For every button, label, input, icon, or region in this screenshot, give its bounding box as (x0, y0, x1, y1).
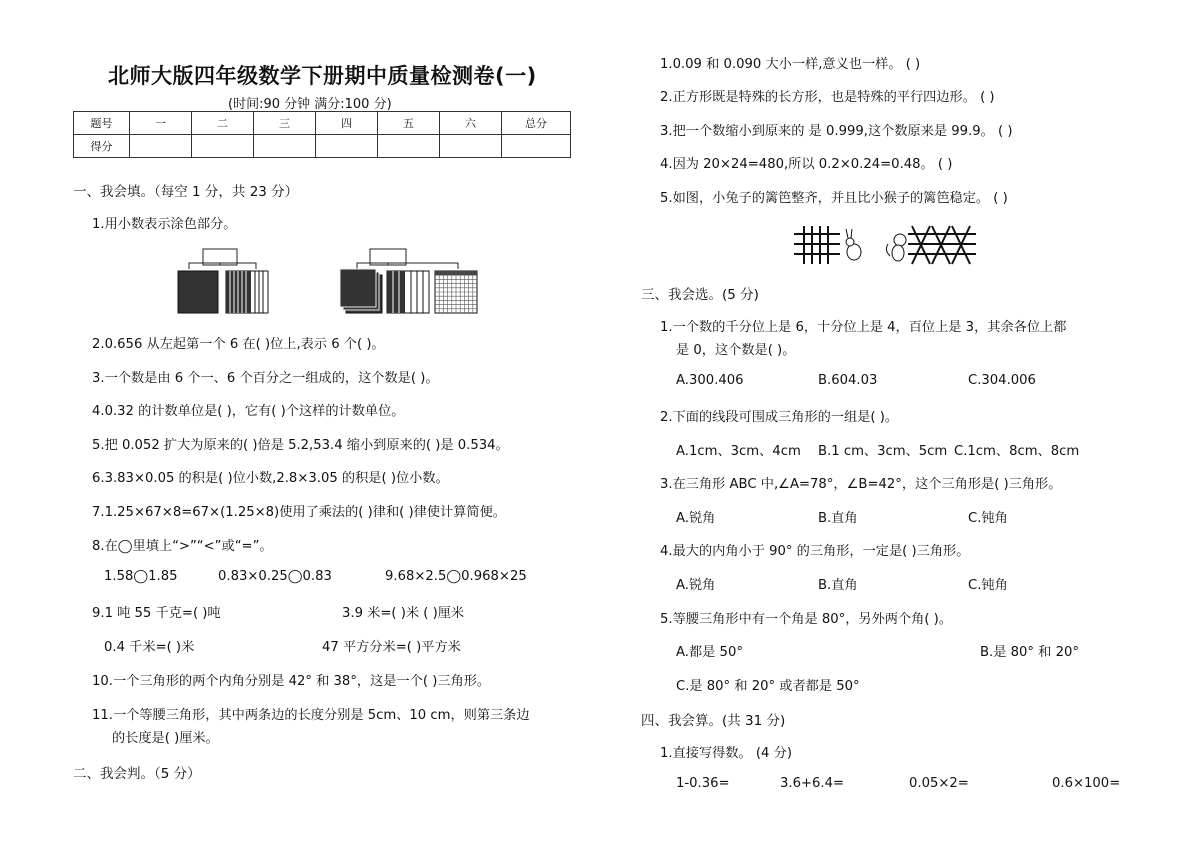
rabbit-icon (846, 229, 861, 260)
choice-3-option-c: C.钝角 (968, 511, 1008, 526)
choice-1-option-c: C.304.006 (968, 373, 1036, 388)
question-2: 2.0.656 从左起第一个 6 在( )位上,表示 6 个( )。 (92, 337, 385, 352)
tenths-square (226, 271, 268, 313)
judge-4: 4.因为 20×24=480,所以 0.2×0.24=0.48。 ( ) (660, 157, 953, 172)
monkey-fence (908, 226, 976, 264)
choice-5-option-c: C.是 80° 和 20° 或者都是 50° (676, 679, 860, 694)
question-10: 10.一个三角形的两个内角分别是 42° 和 38°，这是一个( )三角形。 (92, 674, 491, 689)
table-cell[interactable] (254, 135, 316, 158)
table-cell[interactable] (440, 135, 502, 158)
judge-5: 5.如图，小兔子的篱笆整齐，并且比小猴子的篱笆稳定。 ( ) (660, 191, 1008, 206)
calc-item: 0.6×100= (1052, 776, 1121, 791)
question-4: 4.0.32 的计数单位是( )，它有( )个这样的计数单位。 (92, 404, 405, 419)
question-8a: 1.58◯1.85 (104, 569, 178, 584)
choice-1-line1: 1.一个数的千分位上是 6，十分位上是 4，百位上是 3，其余各位上都 (660, 320, 1067, 335)
choice-2-option-a: A.1cm、3cm、4cm (676, 444, 801, 459)
choice-2-option-b: B.1 cm、3cm、5cm (818, 444, 948, 459)
choice-1-line2: 是 0，这个数是( )。 (676, 343, 796, 358)
monkey-icon (886, 234, 906, 261)
table-cell: 总分 (502, 112, 571, 135)
table-cell[interactable] (192, 135, 254, 158)
table-cell: 四 (316, 112, 378, 135)
calc-item: 1-0.36= (676, 776, 730, 791)
question-5: 5.把 0.052 扩大为原来的( )倍是 5.2,53.4 缩小到原来的( )是 0.534。 (92, 438, 509, 453)
choice-1-option-a: A.300.406 (676, 373, 744, 388)
choice-3: 3.在三角形 ABC 中,∠A=78°，∠B=42°，这个三角形是( )三角形。 (660, 477, 1062, 492)
choice-3-option-b: B.直角 (818, 511, 858, 526)
table-cell: 题号 (74, 112, 130, 135)
choice-5-option-b: B.是 80° 和 20° (980, 645, 1079, 660)
question-9d: 47 平方分米=( )平方米 (322, 640, 461, 655)
bracket-line (189, 263, 256, 269)
page-title: 北师大版四年级数学下册期中质量检测卷(一) (108, 64, 537, 88)
decimal-shading-figure (175, 245, 495, 317)
choice-5-option-a: A.都是 50° (676, 645, 743, 660)
table-cell[interactable] (316, 135, 378, 158)
question-11-line1: 11.一个等腰三角形，其中两条边的长度分别是 5cm、10 cm，则第三条边 (92, 708, 530, 723)
judge-1: 1.0.09 和 0.090 大小一样,意义也一样。 ( ) (660, 57, 921, 72)
choice-4-option-a: A.锐角 (676, 578, 716, 593)
calc-1: 1.直接写得数。 (4 分) (660, 746, 792, 761)
choice-4-option-b: B.直角 (818, 578, 858, 593)
rabbit-fence (794, 226, 840, 264)
score-table (73, 111, 571, 158)
table-cell[interactable] (502, 135, 571, 158)
choice-2: 2.下面的线段可围成三角形的一组是( )。 (660, 410, 899, 425)
question-1: 1.用小数表示涂色部分。 (92, 217, 237, 232)
full-square (178, 271, 218, 313)
judge-3: 3.把一个数缩小到原来的 是 0.999,这个数原来是 99.9。 ( ) (660, 124, 1013, 139)
question-9b: 3.9 米=( )米 ( )厘米 (342, 606, 465, 621)
question-8c: 9.68×2.5◯0.968×25 (385, 569, 527, 584)
choice-3-option-a: A.锐角 (676, 511, 716, 526)
section-3-heading: 三、我会选。(5 分) (641, 287, 759, 303)
calc-item: 3.6+6.4= (780, 776, 845, 791)
exam-subtitle: (时间:90 分钟 满分:100 分) (228, 97, 392, 112)
score-table-header-row (74, 112, 571, 135)
judge-2: 2.正方形既是特殊的长方形，也是特殊的平行四边形。 ( ) (660, 90, 995, 105)
section-2-heading: 二、我会判。（5 分） (73, 766, 201, 782)
question-9c: 0.4 千米=( )米 (104, 640, 195, 655)
choice-4: 4.最大的内角小于 90° 的三角形，一定是( )三角形。 (660, 544, 970, 559)
choice-4-option-c: C.钝角 (968, 578, 1008, 593)
table-cell: 三 (254, 112, 316, 135)
section-1-heading: 一、我会填。（每空 1 分，共 23 分） (73, 184, 299, 200)
table-cell: 二 (192, 112, 254, 135)
table-cell: 一 (130, 112, 192, 135)
tenths-square (387, 271, 429, 313)
table-cell[interactable] (130, 135, 192, 158)
question-8: 8.在◯里填上“>”“<”或“=”。 (92, 539, 273, 554)
hundredths-square (435, 271, 477, 313)
question-8b: 0.83×0.25◯0.83 (218, 569, 332, 584)
choice-1-option-b: B.604.03 (818, 373, 878, 388)
table-cell[interactable] (378, 135, 440, 158)
choice-5: 5.等腰三角形中有一个角是 80°，另外两个角( )。 (660, 612, 953, 627)
question-6: 6.3.83×0.05 的积是( )位小数,2.8×3.05 的积是( )位小数。 (92, 471, 449, 486)
table-cell: 得分 (74, 135, 130, 158)
choice-2-option-c: C.1cm、8cm、8cm (954, 444, 1080, 459)
question-3: 3.一个数是由 6 个一、6 个百分之一组成的，这个数是( )。 (92, 371, 439, 386)
bracket-line (357, 263, 458, 269)
score-table-score-row (74, 135, 571, 158)
question-9a: 9.1 吨 55 千克=( )吨 (92, 606, 221, 621)
question-7: 7.1.25×67×8=67×(1.25×8)使用了乘法的( )律和( )律使计算简便。 (92, 505, 506, 520)
calc-item: 0.05×2= (909, 776, 969, 791)
question-11-line2: 的长度是( )厘米。 (112, 731, 219, 746)
fence-illustration (790, 220, 980, 268)
section-4-heading: 四、我会算。(共 31 分) (641, 713, 786, 729)
table-cell: 六 (440, 112, 502, 135)
table-cell: 五 (378, 112, 440, 135)
